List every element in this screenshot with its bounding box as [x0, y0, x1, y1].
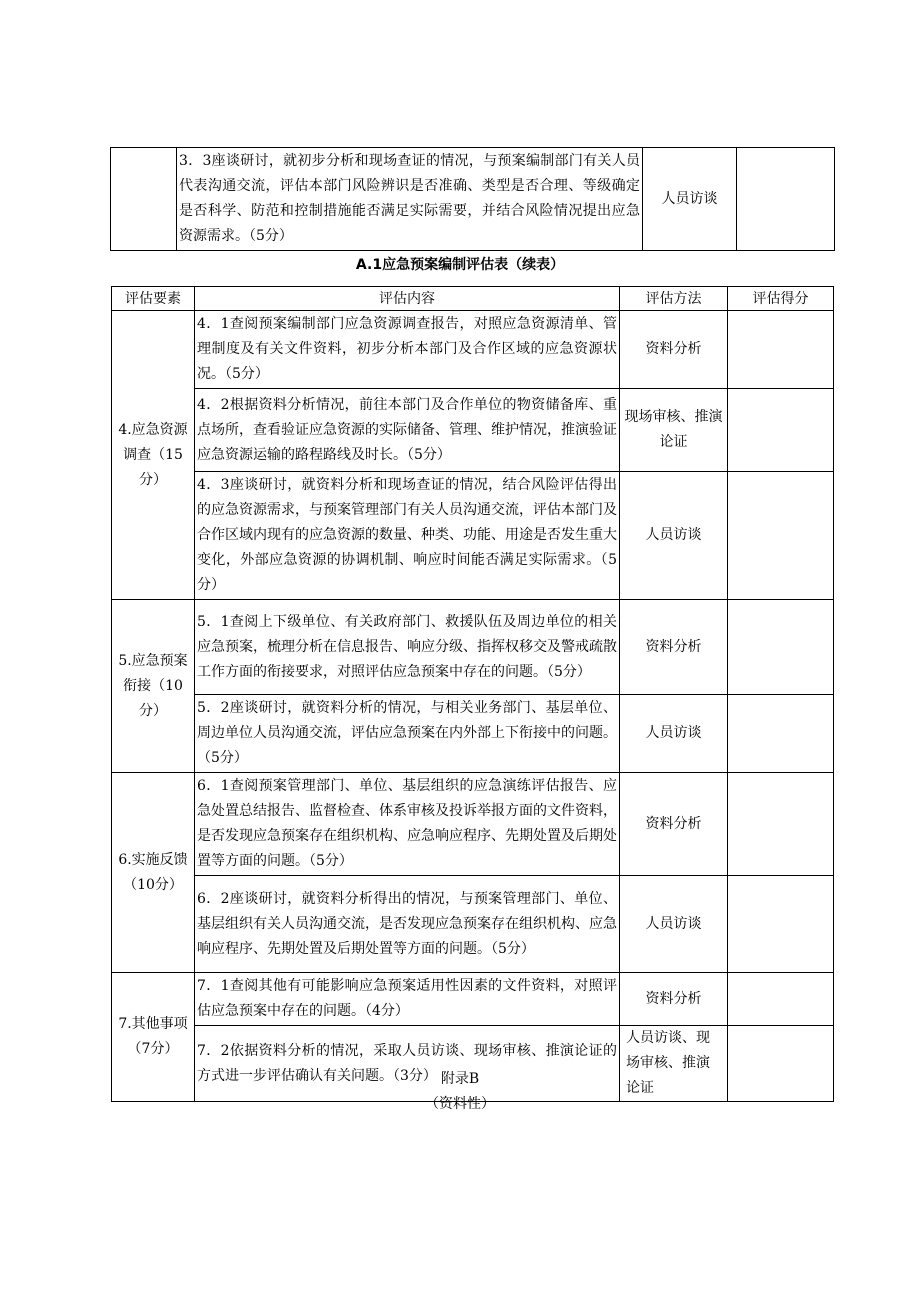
- header-method: 评估方法: [620, 287, 728, 311]
- continued-table: [110, 147, 835, 251]
- method-cell: 人员访谈: [643, 148, 737, 251]
- table-row: [112, 311, 834, 389]
- element-cell: 5.应急预案衔接（10分）: [112, 600, 195, 773]
- header-content: 评估内容: [195, 287, 620, 311]
- method-cell: 人员访谈: [620, 876, 728, 973]
- method-cell: 资料分析: [620, 311, 728, 389]
- appendix-subtitle: （资料性）: [425, 1096, 495, 1112]
- element-cell: 6.实施反馈（10分）: [112, 773, 195, 973]
- content-cell: 6．2座谈研讨，就资料分析得出的情况，与预案管理部门、单位、基层组织有关人员沟通交流，是否发现应急预案存在组织机构、应急响应程序、先期处置及后期处置等方面的问题。（5分）: [195, 876, 620, 973]
- method-cell: 现场审核、推演论证: [620, 389, 728, 472]
- score-cell: [728, 389, 834, 472]
- table-row: [112, 876, 834, 973]
- content-cell: 3．3座谈研讨，就初步分析和现场查证的情况，与预案编制部门有关人员代表沟通交流，评估本部门风险辨识是否准确、类型是否合理、等级确定是否科学、防范和控制措施能否满足实际需要，并结合风险情况提出应急资源需求。（5分）: [177, 148, 643, 251]
- element-cell-empty: [111, 148, 177, 251]
- score-cell: [728, 1026, 834, 1102]
- method-cell: 人员访谈: [620, 472, 728, 600]
- table-row: [112, 973, 834, 1026]
- evaluation-table: [111, 286, 834, 1102]
- score-cell: [728, 600, 834, 695]
- table-row: [112, 1026, 834, 1102]
- header-score: 评估得分: [728, 287, 834, 311]
- content-cell: 7．2依据资料分析的情况，采取人员访谈、现场审核、推演论证的方式进一步评估确认有关问题。（3分）: [195, 1026, 620, 1102]
- table-title: A.1应急预案编制评估表（续表）: [355, 257, 565, 273]
- method-cell: 资料分析: [620, 600, 728, 695]
- header-element: 评估要素: [112, 287, 195, 311]
- method-cell: 资料分析: [620, 973, 728, 1026]
- score-cell: [728, 472, 834, 600]
- table-row: [111, 148, 835, 251]
- table-row: [112, 695, 834, 773]
- content-cell: 4．1查阅预案编制部门应急资源调查报告，对照应急资源清单、管理制度及有关文件资料，初步分析本部门及合作区域的应急资源状况。（5分）: [195, 311, 620, 389]
- score-cell: [728, 695, 834, 773]
- score-cell: [737, 148, 835, 251]
- method-cell: 人员访谈、现场审核、推演论证: [620, 1026, 728, 1102]
- header-row: [112, 287, 834, 311]
- table-row: [112, 472, 834, 600]
- content-cell: 7．1查阅其他有可能影响应急预案适用性因素的文件资料，对照评估应急预案中存在的问题。（4分）: [195, 973, 620, 1026]
- element-cell: 7.其他事项（7分）: [112, 973, 195, 1102]
- content-cell: 5．1查阅上下级单位、有关政府部门、救援队伍及周边单位的相关应急预案，梳理分析在信息报告、响应分级、指挥权移交及警戒疏散工作方面的衔接要求，对照评估应急预案中存在的问题。（5分）: [195, 600, 620, 695]
- table-row: [112, 389, 834, 472]
- score-cell: [728, 973, 834, 1026]
- content-cell: 6．1查阅预案管理部门、单位、基层组织的应急演练评估报告、应急处置总结报告、监督检查、体系审核及投诉举报方面的文件资料，是否发现应急预案存在组织机构、应急响应程序、先期处置及后期处置等方面的问题。（5分）: [195, 773, 620, 876]
- score-cell: [728, 773, 834, 876]
- appendix-title: 附录B: [440, 1071, 480, 1087]
- content-cell: 4．3座谈研讨，就资料分析和现场查证的情况，结合风险评估得出的应急资源需求，与预案管理部门有关人员沟通交流，评估本部门及合作区域内现有的应急资源的数量、种类、功能、用途是否发生重大变化，外部应急资源的协调机制、响应时间能否满足实际需求。（5分）: [195, 472, 620, 600]
- score-cell: [728, 876, 834, 973]
- table-row: [112, 773, 834, 876]
- table-row: [112, 600, 834, 695]
- method-cell: 人员访谈: [620, 695, 728, 773]
- score-cell: [728, 311, 834, 389]
- content-cell: 4．2根据资料分析情况，前往本部门及合作单位的物资储备库、重点场所，查看验证应急资源的实际储备、管理、维护情况，推演验证应急资源运输的路程路线及时长。（5分）: [195, 389, 620, 472]
- element-cell: 4.应急资源调查（15分）: [112, 311, 195, 600]
- method-cell: 资料分析: [620, 773, 728, 876]
- content-cell: 5．2座谈研讨，就资料分析的情况，与相关业务部门、基层单位、周边单位人员沟通交流，评估应急预案在内外部上下衔接中的问题。（5分）: [195, 695, 620, 773]
